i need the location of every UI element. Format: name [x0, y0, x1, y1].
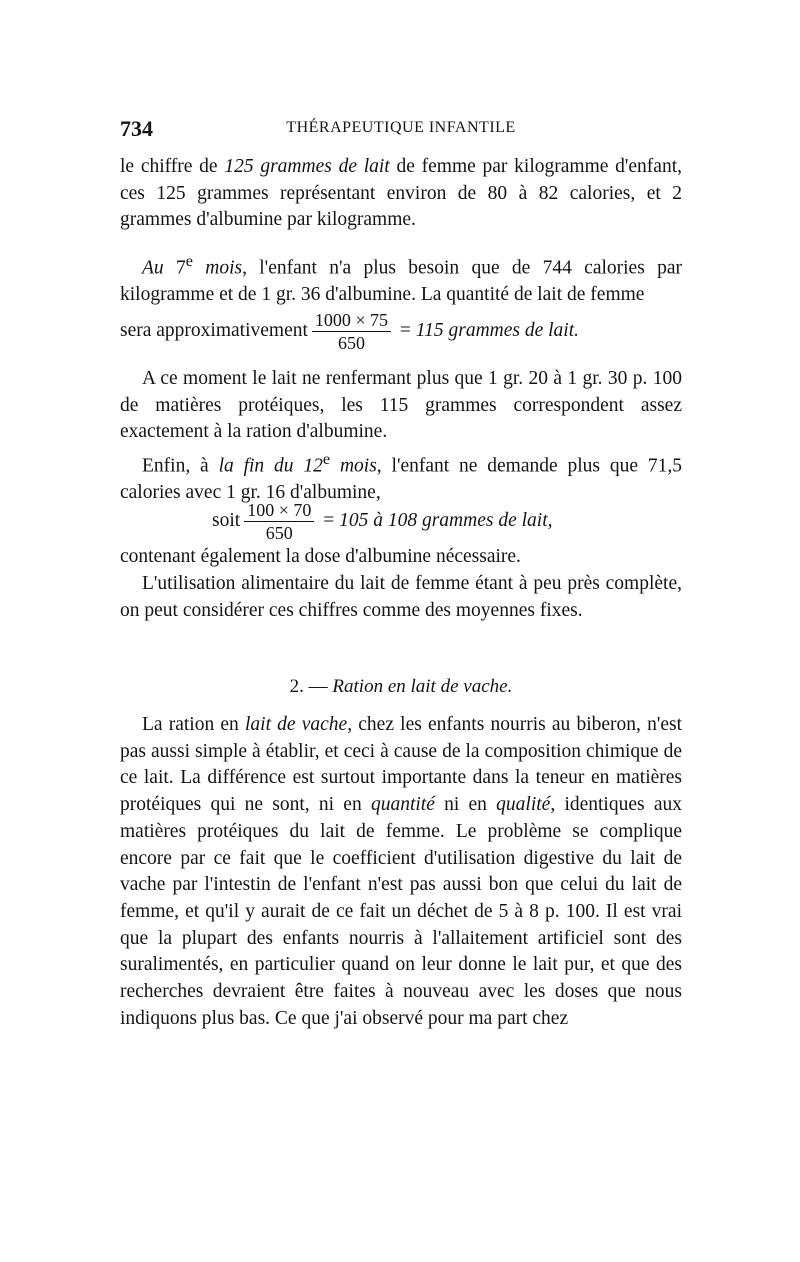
equation-1	[120, 310, 682, 353]
text-run: , identiques aux matières protéiques du lait de femme. Le problème se complique encore par ce fait que le coefficient d'utilisation digestive du lait de vache par l'intestin de l'enfant n'est pas aussi bon que celui du lait de femme, et qu'il y aurait de ce fait un déchet de 5 à 8 p. 100. Il est vrai que la plupart des enfants nourris à l'allaitement artificiel sont des suralimentés, en particulier quand on leur donne le lait pur, et que des recherches devraient être faites à nouveau avec les doses que nous indiquons plus bas. Ce que j'ai observé pour ma part chez	[120, 794, 682, 1029]
section-title: Ration en lait de vache.	[332, 676, 513, 697]
fraction-denominator: 650	[265, 523, 293, 543]
superscript: e	[322, 450, 331, 468]
italic-run: 125 grammes de lait	[224, 156, 390, 177]
italic-run: quantité	[370, 794, 435, 816]
equation-result: 115 grammes de lait.	[415, 319, 580, 341]
text-run: ni en	[434, 794, 497, 816]
page-header	[120, 116, 682, 142]
text-run: de femme par kilogramme d'enfant, ces 125 grammes représentant environ de 80 à 82 calories, et 2 grammes d'albumine par kilogramme.	[120, 156, 682, 231]
equals-sign: =	[323, 509, 335, 531]
paragraph-cow-milk	[120, 712, 682, 1032]
section-number: 2. —	[289, 676, 328, 697]
fraction-denominator: 650	[337, 333, 365, 353]
equals-sign: =	[399, 319, 411, 341]
text-run: Enfin, à	[142, 455, 219, 477]
text-run: le chiffre de	[120, 156, 225, 177]
superscript: e	[185, 252, 193, 270]
paragraph-twelfth-month	[120, 446, 682, 507]
text-run: , l'enfant n'a plus besoin que de 744 calories par kilogramme et de 1 gr. 36 d'albumine. La quantité de lait de femme	[120, 257, 682, 306]
fraction	[244, 500, 314, 543]
page-number: 734	[120, 116, 153, 141]
italic-run: Au	[142, 257, 164, 279]
fraction-numerator: 100 × 70	[244, 500, 314, 522]
running-title: THÉRAPEUTIQUE INFANTILE	[286, 119, 516, 136]
fraction	[312, 310, 391, 353]
paragraph-seventh-month	[120, 248, 682, 309]
equation-2	[120, 500, 682, 543]
paragraph-dose: contenant également la dose d'albumine nécessaire.	[120, 546, 521, 567]
fraction-numerator: 1000 × 75	[312, 310, 391, 332]
italic-run: lait de vache	[244, 714, 348, 735]
italic-run: mois	[192, 257, 243, 279]
paragraph-utilisation: L'utilisation alimentaire du lait de femme étant à peu près complète, on peut considérer ces chiffres comme des moyennes fixes.	[120, 573, 682, 621]
text-run: , l'enfant ne demande plus que 71,5 calories avec 1 gr. 16 d'albumine,	[120, 455, 683, 504]
text-run: La ration en	[142, 714, 245, 735]
equation-prefix: sera approximativement	[120, 319, 308, 341]
text-run: 7	[163, 257, 186, 279]
equation-result: 105 à 108 grammes de lait,	[339, 509, 553, 531]
paragraph-albumin: A ce moment le lait ne renfermant plus que 1 gr. 20 à 1 gr. 30 p. 100 de matières protéiques, les 115 grammes correspondent assez exactement à la ration d'albumine.	[120, 368, 682, 443]
paragraph-continuation	[120, 154, 682, 234]
text-run: , chez les enfants nourris au biberon, n'est pas aussi simple à établir, et ceci à cause de la composition chimique de ce lait. La différence est surtout importante dans la teneur en matières protéiques qui ne sont, ni en	[120, 714, 683, 816]
italic-run: qualité	[496, 794, 551, 816]
section-heading	[120, 676, 682, 698]
equation-prefix: soit	[212, 509, 241, 531]
italic-run: la fin du 12	[218, 455, 323, 477]
italic-run: mois	[330, 455, 377, 477]
